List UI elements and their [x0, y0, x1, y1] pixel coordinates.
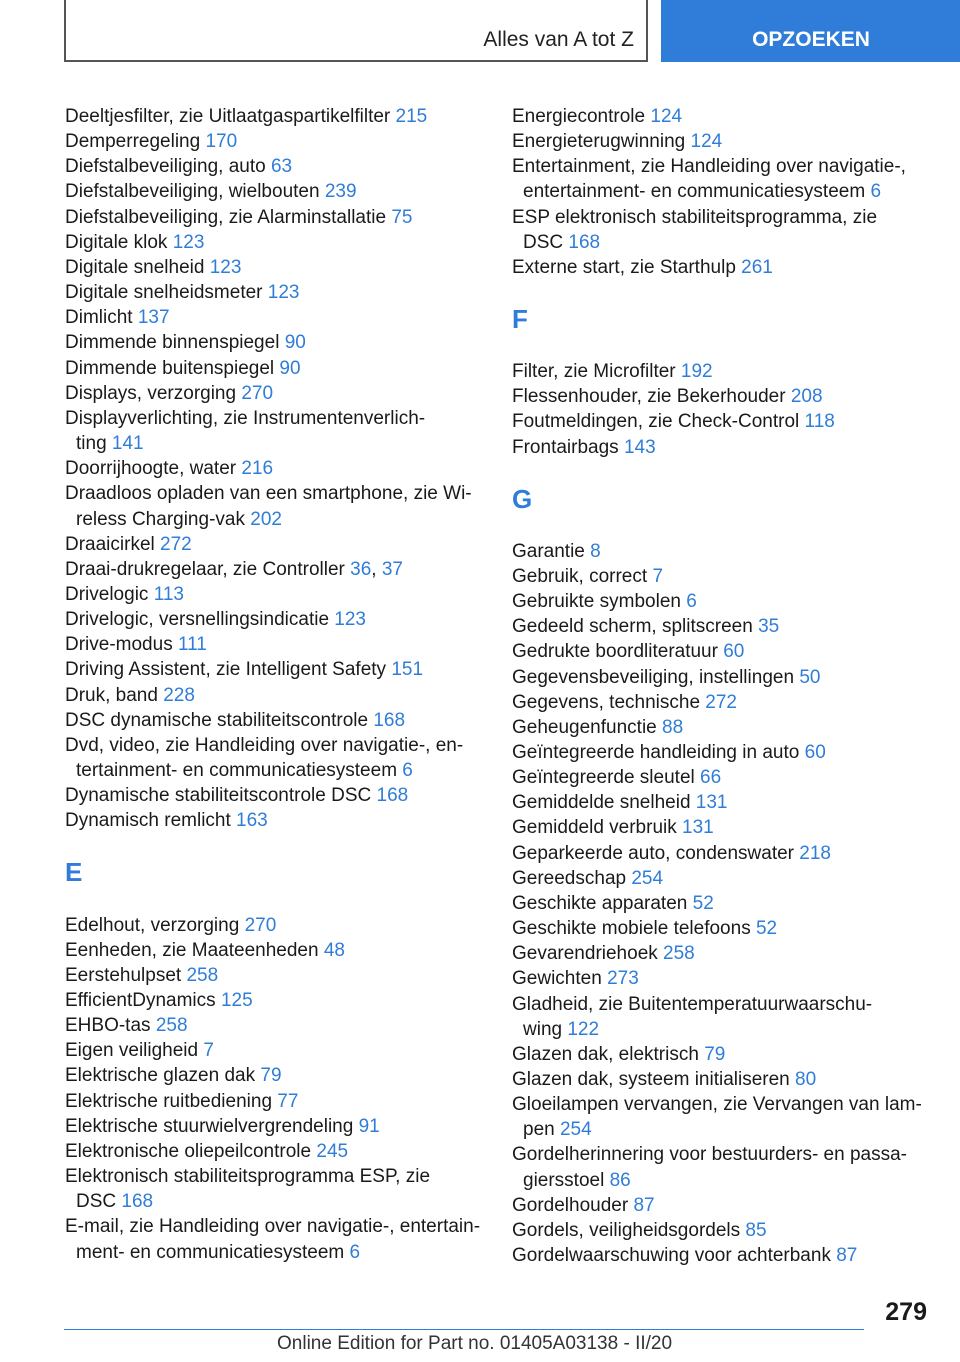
page-link[interactable]: 52 [755, 918, 778, 940]
entry-text: Gloeilampen vervangen, zie Vervangen van lam- [512, 1094, 922, 1116]
index-entry [512, 255, 932, 280]
page-link[interactable]: 6 [686, 591, 697, 613]
index-entry [65, 1114, 485, 1139]
entry-list [512, 359, 932, 460]
index-entry [65, 456, 485, 481]
page-link[interactable]: 63 [270, 156, 293, 178]
entry-text: Dynamisch remlicht [65, 810, 231, 832]
page-link[interactable]: 113 [153, 583, 184, 605]
index-entry [65, 129, 485, 154]
page-link[interactable]: 35 [758, 616, 780, 638]
entry-text: Gedrukte boordliteratuur [512, 641, 718, 663]
page-link[interactable]: 88 [662, 716, 684, 738]
entry-text: Dvd, video, zie Handleiding over navigatie-, en- [65, 734, 464, 756]
entry-text: Digitale klok [65, 231, 168, 253]
entry-text: Displays, verzorging [65, 382, 237, 404]
page-link[interactable]: 168 [121, 1191, 154, 1213]
page-link[interactable]: 124 [650, 106, 683, 127]
entry-text: Externe start, zie Starthulp [512, 256, 736, 278]
index-entry [512, 1142, 932, 1192]
entry-text: Eerstehulpset [65, 964, 182, 986]
entry-text: Gegevensbeveiliging, instellingen [512, 666, 795, 688]
index-entry [512, 205, 932, 255]
page-link[interactable]: 8 [590, 540, 601, 562]
entry-text: Deeltjesfilter, zie Uitlaatgaspartikelfilter [65, 106, 391, 127]
index-entry [65, 582, 485, 607]
entry-text: EfficientDynamics [65, 990, 216, 1011]
page-link[interactable]: 216 [241, 458, 274, 480]
page-link[interactable]: 123 [334, 609, 366, 631]
page-link[interactable]: 7 [203, 1040, 214, 1062]
index-entry [512, 409, 932, 434]
entry-text: Digitale snelheid [65, 256, 205, 278]
page-link[interactable]: 192 [680, 361, 713, 383]
page-link[interactable]: 168 [373, 709, 406, 731]
index-entry [512, 665, 932, 690]
letter-heading-g: G [512, 483, 533, 514]
entry-text: Gebruik, correct [512, 565, 648, 587]
index-entry [65, 1214, 485, 1264]
entry-text: DSC dynamische stabiliteitscontrole [65, 709, 369, 731]
entry-text-continued: DSC [523, 231, 564, 253]
index-entry [512, 154, 932, 204]
index-entry [512, 891, 932, 916]
page-link[interactable]: 87 [836, 1245, 858, 1267]
index-entry [512, 815, 932, 840]
index-entry [512, 384, 932, 409]
entry-text: Eenheden, zie Maateenheden [65, 939, 319, 961]
page-link[interactable]: 261 [741, 256, 773, 278]
index-entry [512, 715, 932, 740]
page-link[interactable]: 87 [633, 1194, 655, 1216]
entry-text: Gevarendriehoek [512, 943, 658, 965]
index-entry [512, 1193, 932, 1218]
page-link[interactable]: 215 [395, 106, 428, 127]
index-entry [65, 683, 485, 708]
entry-text: Gemiddeld verbruik [512, 817, 677, 839]
entry-list [512, 539, 932, 1269]
index-entry [65, 938, 485, 963]
page-link[interactable]: 80 [795, 1069, 817, 1090]
page-link[interactable]: 7 [652, 565, 664, 587]
index-entry [65, 330, 485, 355]
index-entry [512, 359, 932, 384]
page-link[interactable]: 202 [250, 508, 282, 530]
page-link[interactable]: 151 [391, 659, 424, 681]
entry-text: Gemiddelde snelheid [512, 792, 691, 814]
entry-text: Entertainment, zie Handleiding over navigatie-, [512, 156, 906, 178]
index-entry [65, 632, 485, 657]
index-entry [65, 179, 485, 204]
entry-text: Dimlicht [65, 307, 133, 329]
entry-text-continued: DSC [76, 1191, 117, 1213]
entry-text: Frontairbags [512, 436, 619, 458]
index-entry [65, 1038, 485, 1063]
entry-text: Foutmeldingen, zie Check-Control [512, 411, 800, 433]
index-entry [65, 532, 485, 557]
entry-text: ESP elektronisch stabiliteitsprogramma, zie [512, 206, 878, 228]
entry-text: Eigen veiligheid [65, 1040, 199, 1062]
index-entry [512, 966, 932, 991]
page-link[interactable]: 111 [177, 634, 207, 656]
page-link[interactable]: 218 [799, 842, 831, 864]
entry-text-continued: ting [76, 433, 107, 455]
page-link[interactable]: 50 [799, 666, 821, 688]
page-link[interactable]: 75 [391, 206, 413, 228]
page-link[interactable]: 254 [559, 1119, 592, 1141]
entry-text-continued: ment- en communicatiesysteem [76, 1241, 345, 1263]
index-entry [512, 916, 932, 941]
entry-text-continued: wing [523, 1018, 563, 1040]
page-link[interactable]: 90 [279, 357, 301, 379]
page-link[interactable]: 170 [205, 131, 238, 153]
entry-text: Draaicirkel [65, 533, 155, 555]
index-entry [65, 708, 485, 733]
entry-text: Demperregeling [65, 131, 201, 153]
index-entry [512, 1218, 932, 1243]
page-link[interactable]: 118 [804, 411, 835, 433]
page-link[interactable]: 90 [284, 332, 306, 354]
index-entry [65, 381, 485, 406]
entry-text: Draai-drukregelaar, zie Controller [65, 558, 345, 580]
index-entry [65, 657, 485, 682]
entry-list [65, 913, 485, 1265]
page-link[interactable]: 272 [160, 533, 192, 555]
entry-text: Digitale snelheidsmeter [65, 282, 263, 304]
entry-text: Drive-modus [65, 634, 173, 656]
page-link[interactable]: 137 [137, 307, 170, 329]
page-link[interactable]: 6 [349, 1241, 361, 1263]
index-entry [512, 941, 932, 966]
page-link[interactable]: 270 [241, 382, 274, 404]
opzoeken-button[interactable]: OPZOEKEN [661, 0, 960, 62]
entry-text: Glazen dak, elektrisch [512, 1043, 699, 1065]
page-link[interactable]: 37 [381, 558, 403, 580]
index-entry [512, 992, 932, 1042]
page-link[interactable]: 79 [260, 1065, 282, 1087]
index-entry [512, 740, 932, 765]
page-link[interactable]: 77 [277, 1090, 299, 1112]
index-entry [65, 406, 485, 456]
footer-divider [64, 1329, 864, 1330]
letter-heading-e: E [65, 857, 83, 888]
entry-text: Displayverlichting, zie Instrumentenverlich- [65, 407, 426, 429]
entry-text: Driving Assistent, zie Intelligent Safety [65, 659, 387, 681]
entry-text: Gladheid, zie Buitentemperatuurwaarschu- [512, 993, 873, 1015]
page-link[interactable]: 60 [804, 741, 826, 763]
page-link[interactable]: 131 [695, 792, 728, 814]
page-number: 279 [885, 1298, 927, 1326]
entry-text: EHBO-tas [65, 1015, 151, 1037]
index-entry [512, 1092, 932, 1142]
entry-text: Dimmende binnenspiegel [65, 332, 280, 354]
section-title: Alles van A tot Z [483, 28, 634, 51]
index-entry [512, 790, 932, 815]
entry-text: Elektrische glazen dak [65, 1065, 256, 1087]
page-link[interactable]: 123 [267, 282, 300, 304]
entry-text: Gereedschap [512, 867, 627, 889]
entry-text: Drivelogic, versnellingsindicatie [65, 609, 330, 631]
page-link[interactable]: 270 [244, 914, 277, 936]
page-link[interactable]: 163 [236, 810, 268, 832]
index-entry [65, 733, 485, 783]
entry-text: Elektronisch stabiliteitsprogramma ESP, zie [65, 1166, 431, 1188]
entry-text: Gedeeld scherm, splitscreen [512, 616, 753, 638]
edition-note: Online Edition for Part no. 01405A03138 - II/20 [277, 1333, 673, 1354]
index-entry [512, 1067, 932, 1092]
index-entry [65, 104, 485, 129]
section-header [64, 0, 648, 62]
index-entry [65, 963, 485, 988]
index-entry [65, 1164, 485, 1214]
entry-text-continued: tertainment- en communicatiesysteem [76, 760, 398, 782]
index-entry [65, 205, 485, 230]
entry-text: Diefstalbeveiliging, zie Alarminstallatie [65, 206, 387, 228]
entry-text: Geparkeerde auto, condenswater [512, 842, 795, 864]
entry-text: Geschikte apparaten [512, 892, 688, 914]
page-link[interactable]: 239 [324, 181, 357, 203]
page-link[interactable]: 91 [358, 1115, 380, 1137]
letter-heading-f: F [512, 304, 528, 335]
entry-text: Gordelhouder [512, 1194, 629, 1216]
page-link[interactable]: 254 [631, 867, 664, 889]
page-link[interactable]: 272 [705, 691, 737, 713]
entry-text: Diefstalbeveiliging, wielbouten [65, 181, 320, 203]
index-entry [65, 280, 485, 305]
page-link[interactable]: 228 [163, 684, 195, 706]
index-entry [512, 841, 932, 866]
index-entry [65, 481, 485, 531]
page-link[interactable]: 48 [323, 939, 345, 961]
index-entry [65, 1089, 485, 1114]
page-link[interactable]: 131 [682, 817, 714, 839]
index-entry [65, 1013, 485, 1038]
entry-text: Glazen dak, systeem initialiseren [512, 1069, 790, 1090]
entry-text-continued: entertainment- en communicatiesysteem [523, 181, 866, 203]
index-entry [65, 356, 485, 381]
entry-text: Energiecontrole [512, 106, 646, 127]
index-entry [512, 435, 932, 460]
page-link[interactable]: 79 [704, 1043, 726, 1065]
entry-text-continued: giersstoel [523, 1169, 605, 1191]
page-link[interactable]: 122 [567, 1018, 600, 1040]
page-link[interactable]: 6 [870, 181, 882, 203]
entry-text: Gebruikte symbolen [512, 591, 681, 613]
index-entry: Draai-drukregelaar, zie Controller 36, 37 [65, 558, 403, 580]
entry-text: Geïntegreerde sleutel [512, 767, 695, 789]
index-column-left [65, 104, 485, 1265]
page-link[interactable]: 143 [623, 436, 656, 458]
page-link[interactable]: 124 [690, 131, 723, 153]
page-link[interactable]: 60 [723, 641, 745, 663]
page-link[interactable]: 6 [402, 760, 413, 782]
entry-text: Geheugenfunctie [512, 716, 657, 738]
index-entry [65, 607, 485, 632]
page-link[interactable]: 258 [663, 943, 695, 965]
page-link[interactable]: 86 [609, 1169, 631, 1191]
index-entry [65, 154, 485, 179]
entry-text: Edelhout, verzorging [65, 914, 240, 936]
entry-text: Gewichten [512, 968, 602, 990]
entry-text: E-mail, zie Handleiding over navigatie-, entertain- [65, 1216, 481, 1238]
index-entry [65, 255, 485, 280]
entry-text: Elektronische oliepeilcontrole [65, 1140, 312, 1162]
entry-text: Gegevens, technische [512, 691, 701, 713]
entry-text: Elektrische ruitbediening [65, 1090, 273, 1112]
entry-text-continued: reless Charging-vak [76, 508, 245, 530]
entry-text: Filter, zie Microfilter [512, 361, 676, 383]
entry-list [512, 104, 932, 280]
index-entry [512, 1243, 932, 1268]
index-entry [65, 783, 485, 808]
page-link[interactable]: 273 [607, 968, 639, 990]
page-link[interactable]: 123 [209, 256, 242, 278]
index-entry [512, 104, 932, 129]
index-entry [512, 690, 932, 715]
entry-text: Gordelherinnering voor bestuurders- en passa- [512, 1144, 907, 1166]
entry-text: Dynamische stabiliteitscontrole DSC [65, 785, 372, 807]
page-link[interactable]: 258 [186, 964, 219, 986]
page-link[interactable]: 168 [568, 231, 601, 253]
entry-text: Gordelwaarschuwing voor achterbank [512, 1245, 831, 1267]
page-link[interactable]: 66 [700, 767, 722, 789]
index-entry [65, 305, 485, 330]
page-link[interactable]: 258 [155, 1015, 188, 1037]
page-link[interactable]: 125 [220, 990, 253, 1011]
entry-text: Gordels, veiligheidsgordels [512, 1219, 741, 1241]
index-entry [65, 913, 485, 938]
index-column-right [512, 104, 932, 1268]
entry-text-continued: pen [523, 1119, 555, 1141]
page-link[interactable]: 208 [790, 386, 823, 408]
page-link[interactable]: 52 [692, 892, 714, 914]
entry-text: Drivelogic [65, 583, 149, 605]
index-entry [512, 129, 932, 154]
entry-text: Diefstalbeveiliging, auto [65, 156, 266, 178]
entry-text: Geschikte mobiele telefoons [512, 918, 751, 940]
entry-text: Draadloos opladen van een smartphone, zie Wi- [65, 483, 472, 505]
entry-text: Geïntegreerde handleiding in auto [512, 741, 800, 763]
index-entry [512, 614, 932, 639]
page-link[interactable]: 85 [745, 1219, 767, 1241]
index-entry [512, 539, 932, 564]
index-entry [512, 765, 932, 790]
entry-text: Garantie [512, 540, 585, 562]
index-entry [65, 1139, 485, 1164]
entry-text: Doorrijhoogte, water [65, 458, 237, 480]
page-link[interactable]: 123 [172, 231, 205, 253]
index-entry [512, 589, 932, 614]
entry-list [65, 104, 485, 834]
index-entry [65, 1063, 485, 1088]
page-link[interactable]: 168 [376, 785, 409, 807]
page-link[interactable]: 36 [350, 558, 372, 580]
entry-text: Dimmende buitenspiegel [65, 357, 275, 379]
index-entry [512, 639, 932, 664]
index-entry [512, 1042, 932, 1067]
page-link[interactable]: 141 [111, 433, 144, 455]
index-entry [512, 866, 932, 891]
page-link[interactable]: 245 [316, 1140, 349, 1162]
index-entry [65, 988, 485, 1013]
entry-text: Flessenhouder, zie Bekerhouder [512, 386, 786, 408]
index-entry [65, 808, 485, 833]
index-entry [512, 564, 932, 589]
entry-text: Energieterugwinning [512, 131, 686, 153]
entry-text: Druk, band [65, 684, 158, 706]
index-entry [65, 230, 485, 255]
entry-text: Elektrische stuurwielvergrendeling [65, 1115, 354, 1137]
